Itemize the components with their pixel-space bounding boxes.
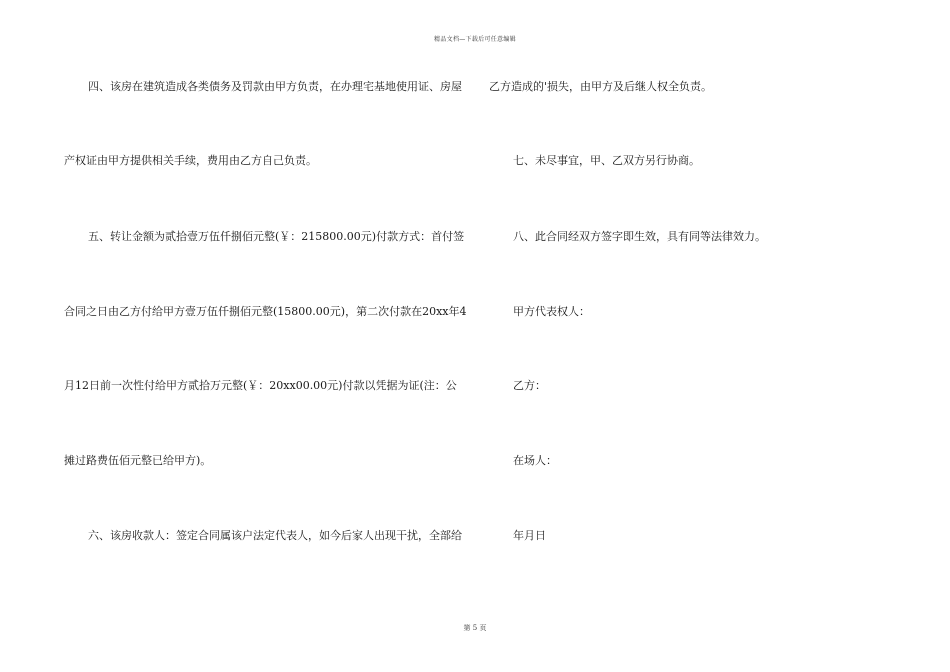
left-line-6: 摊过路费伍佰元整已给甲方)。	[64, 454, 212, 467]
right-line-3: 八、此合同经双方签字即生效，具有同等法律效力。	[513, 230, 766, 243]
left-line-1: 四、该房在建筑造成各类债务及罚款由甲方负责，在办理宅基地使用证、房屋	[88, 80, 462, 93]
right-line-1: 乙方造成的'损失，由甲方及后继人权全负责。	[489, 80, 713, 93]
left-line-3: 五、转让金额为贰拾壹万伍仟捌佰元整(￥：215800.00元)付款方式：首付签	[88, 230, 465, 243]
party-a-representative-label: 甲方代表权人：	[513, 305, 590, 318]
page-number: 第 5 页	[463, 624, 487, 632]
left-line-5: 月12日前一次性付给甲方贰拾万元整(￥：20xx00.00元)付款以凭据为证(注：公	[64, 379, 457, 392]
document-header: 精品文档—下载后可任意编辑	[434, 36, 516, 43]
witness-label: 在场人：	[513, 454, 557, 467]
left-line-4: 合同之日由乙方付给甲方壹万伍仟捌佰元整(15800.00元)，第二次付款在20xx年4	[64, 305, 467, 318]
left-line-2: 产权证由甲方提供相关手续，费用由乙方自己负责。	[64, 154, 317, 167]
left-line-7: 六、该房收款人：签定合同属该户法定代表人，如今后家人出现干扰，全部给	[88, 529, 462, 542]
date-label: 年月日	[513, 529, 546, 542]
party-b-label: 乙方：	[513, 379, 546, 392]
right-line-2: 七、未尽事宜，甲、乙双方另行协商。	[513, 154, 700, 167]
